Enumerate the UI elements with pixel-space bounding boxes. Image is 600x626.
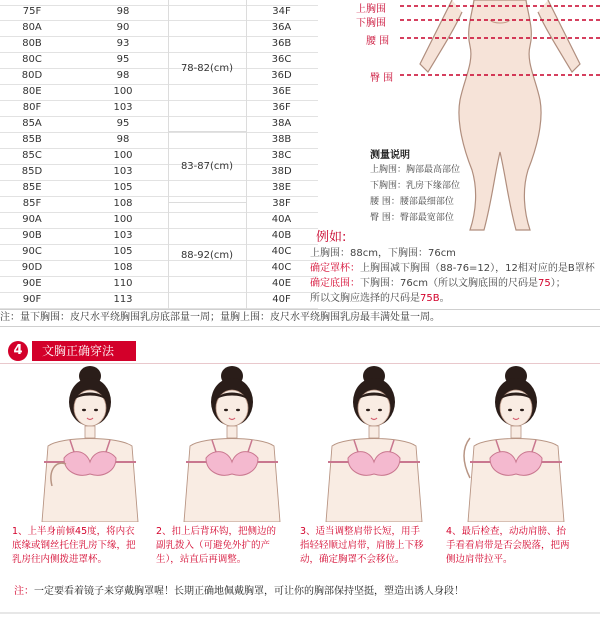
eur-size-cell: 38B	[271, 134, 292, 145]
legend-item: 下胸围：乳房下缘部位	[370, 181, 461, 191]
section-title: 文胸正确穿法	[32, 341, 136, 361]
underbust-group: 83-87(cm)	[168, 131, 246, 203]
cup-size-cell: 90E	[22, 278, 42, 289]
table-row	[0, 276, 318, 293]
bust-cell: 108	[113, 262, 133, 273]
bust-cell: 93	[116, 38, 130, 49]
waist-label: 腰 围	[366, 36, 390, 47]
hip-label: 臀 围	[370, 73, 394, 84]
bust-cell: 100	[113, 86, 133, 97]
bottom-divider	[0, 612, 600, 614]
eur-size-cell: 40F	[272, 294, 291, 305]
cup-size-cell: 90F	[22, 294, 42, 305]
bust-cell: 108	[113, 198, 133, 209]
example-line: 确定底围：下胸围：76cm（所以文胸底围的尺码是75）；	[310, 278, 566, 289]
table-row	[0, 244, 318, 261]
cup-size-cell: 80B	[22, 38, 42, 49]
eur-size-cell: 38E	[271, 182, 292, 193]
eur-size-cell: 36A	[271, 22, 292, 33]
cup-size-cell: 80A	[22, 22, 42, 33]
cup-size-cell: 80F	[22, 102, 42, 113]
cup-size-cell: 85B	[22, 134, 42, 145]
legend-item: 上胸围：胸部最高部位	[370, 165, 461, 175]
bust-cell: 103	[113, 166, 133, 177]
cup-size-cell: 85E	[22, 182, 42, 193]
cup-size-cell: 90C	[22, 246, 42, 257]
eur-size-cell: 38C	[271, 150, 292, 161]
eur-size-cell: 36D	[271, 70, 292, 81]
cup-size-cell: 80D	[21, 70, 43, 81]
cup-size-cell: 85D	[21, 166, 43, 177]
table-row	[0, 212, 318, 229]
eur-size-cell: 36B	[271, 38, 292, 49]
bust-cell: 105	[113, 246, 133, 257]
bust-cell: 100	[113, 150, 133, 161]
size-table	[0, 0, 318, 310]
eur-size-cell: 38F	[272, 198, 291, 209]
cup-size-cell: 85C	[22, 150, 42, 161]
legend-item: 腰 围：腰部最细部位	[370, 197, 454, 207]
table-row	[0, 52, 318, 69]
table-row	[0, 164, 318, 181]
table-row	[0, 260, 318, 277]
tip-note: 注：一定要看着镜子来穿戴胸罩喔！长期正确地佩戴胸罩，可让你的胸部保持坚挺，塑造出诱人身段！	[14, 586, 464, 597]
eur-size-cell: 36C	[271, 54, 292, 65]
bust-cell: 100	[113, 214, 133, 225]
eur-size-cell: 34F	[272, 6, 291, 17]
section-number: 4	[8, 341, 28, 361]
table-row	[0, 116, 318, 133]
bust-cell: 98	[116, 134, 130, 145]
step-description: 2、扣上后背环钩，把侧边的副乳拨入（可避免外扩的产生），站直后再调整。	[156, 526, 277, 565]
eur-size-cell: 36F	[272, 102, 291, 113]
measurement-note: 注：量下胸围：皮尺水平绕胸围乳房底部量一周；量胸上围：皮尺水平绕胸围乳房最丰满处量一周。	[0, 309, 600, 327]
eur-size-cell: 36E	[271, 86, 292, 97]
table-row	[0, 132, 318, 149]
table-row	[0, 68, 318, 85]
bust-cell: 98	[116, 70, 130, 81]
step-description: 1、上半身前倾45度，将内衣底缘或钢丝托住乳房下缘，把乳房往内侧拨进罩杯。	[12, 526, 136, 565]
underbust-label: 下胸围	[356, 18, 386, 29]
eur-size-cell: 38D	[271, 166, 292, 177]
measurement-legend-title: 测量说明	[370, 150, 410, 161]
eur-size-cell: 40E	[271, 278, 292, 289]
section-divider	[0, 363, 600, 364]
table-row	[0, 180, 318, 197]
example-title: 例如:	[316, 230, 347, 245]
bust-label: 上胸围	[356, 4, 386, 15]
eur-size-cell: 40C	[271, 246, 292, 257]
table-row	[0, 148, 318, 165]
table-divider	[246, 0, 247, 310]
bust-cell: 90	[116, 22, 130, 33]
example-line: 确定罩杯：上胸围减下胸围（88-76=12），12相对应的是B罩杯	[310, 263, 595, 274]
table-row	[0, 4, 318, 21]
table-row	[0, 228, 318, 245]
bust-cell: 103	[113, 230, 133, 241]
eur-size-cell: 40C	[271, 262, 292, 273]
cup-size-cell: 80C	[22, 54, 42, 65]
table-row	[0, 196, 318, 213]
bust-cell: 98	[116, 6, 130, 17]
step-description: 3、适当调整肩带长短，用手指轻轻顺过肩带，肩膀上下移动，确定胸罩不会移位。	[300, 526, 424, 565]
eur-size-cell: 40B	[271, 230, 292, 241]
step-description: 4、最后检查，动动肩膀、抬手看看肩带是否会脱落，把两侧边肩带拉平。	[446, 526, 570, 565]
bust-cell: 95	[116, 54, 130, 65]
table-row	[0, 292, 318, 309]
table-row	[0, 100, 318, 117]
cup-size-cell: 85A	[22, 118, 42, 129]
underbust-group: 88-92(cm)	[180, 249, 234, 261]
cup-size-cell: 80E	[22, 86, 42, 97]
table-row	[0, 20, 318, 37]
bust-cell: 103	[113, 102, 133, 113]
legend-item: 臀 围：臀部最宽部位	[370, 213, 454, 223]
cup-size-cell: 85F	[22, 198, 42, 209]
bust-cell: 95	[116, 118, 130, 129]
step-illustrations	[0, 366, 600, 522]
cup-size-cell: 90A	[22, 214, 42, 225]
cup-size-cell: 90B	[22, 230, 42, 241]
cup-size-cell: 90D	[21, 262, 43, 273]
bust-cell: 113	[113, 294, 133, 305]
table-row	[0, 84, 318, 101]
table-row	[0, 36, 318, 53]
example-line: 上胸围：88cm，下胸围：76cm	[310, 248, 456, 259]
eur-size-cell: 38A	[271, 118, 292, 129]
cup-size-cell: 75F	[22, 6, 42, 17]
eur-size-cell: 40A	[271, 214, 292, 225]
bust-cell: 110	[113, 278, 133, 289]
example-line: 所以文胸应选择的尺码是75B。	[310, 293, 450, 304]
underbust-group: 78-82(cm)	[168, 5, 246, 132]
bust-cell: 105	[113, 182, 133, 193]
